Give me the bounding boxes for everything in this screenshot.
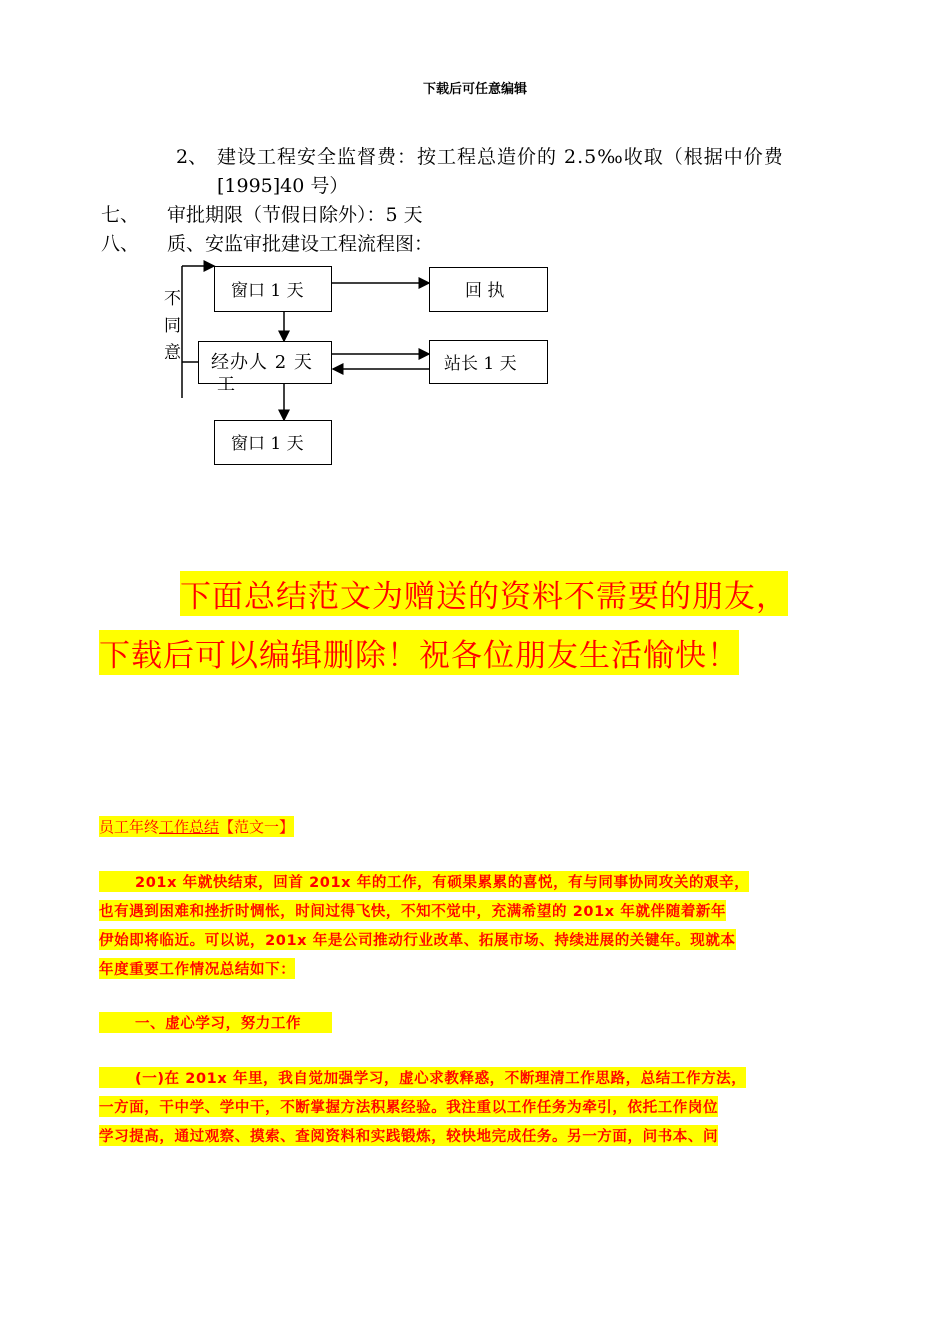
sample-p2-line-1: (一)在 201x 年里，我自觉加强学习，虚心求教释惑，不断理清工作思路，总结工作方法， (99, 1067, 746, 1088)
disagree-char-1: 不 (164, 289, 181, 309)
flow-box-receipt-label: 回 执 (465, 281, 505, 301)
flow-box-chief (429, 340, 548, 384)
page-header: 下载后可任意编辑 (422, 82, 527, 97)
section-7-text: 审批期限（节假日除外）：5 天 (167, 204, 423, 226)
flow-box-handler-overflow: 工 (217, 374, 235, 395)
sample-p2-line-2: 一方面，干中学、学中干，不断掌握方法积累经验。我注重以工作任务为牵引，依托工作岗位 (99, 1096, 718, 1117)
flowchart-connectors (0, 0, 950, 500)
section-8-text: 质、安监审批建设工程流程图： (167, 233, 434, 255)
section-8-number: 八、 (101, 233, 140, 255)
sample-heading-1: 一、虚心学习，努力工作 (99, 1012, 332, 1033)
flow-box-window-1 (214, 266, 332, 312)
sample-p1-line-1: 201x 年就快结束，回首 201x 年的工作，有硕果累累的喜悦，有与同事协同攻关的艰辛， (99, 871, 749, 892)
item-2-text-line2: [1995]40 号） (217, 175, 349, 197)
sample-p1-line-3: 伊始即将临近。可以说，201x 年是公司推动行业改革、拓展市场、持续进展的关键年。现就本 (99, 929, 736, 950)
sample-p1-line-4: 年度重要工作情况总结如下： (99, 958, 295, 979)
promo-line-1: 下面总结范文为赠送的资料不需要的朋友， (180, 571, 788, 616)
disagree-char-3: 意 (164, 343, 181, 363)
sample-p1-line-2: 也有遇到困难和挫折时惆怅，时间过得飞快，不知不觉中，充满希望的 201x 年就伴随着新年 (99, 900, 726, 921)
flow-box-handler (198, 341, 332, 395)
flow-box-window-1-label: 窗口 1 天 (231, 281, 304, 301)
sample-title-link[interactable]: 工作总结 (159, 818, 220, 836)
section-7-number: 七、 (101, 204, 140, 226)
item-2-text-line1: 建设工程安全监督费：按工程总造价的 2.5‰收取（根据中价费 (217, 146, 784, 168)
sample-title (99, 816, 294, 837)
flow-box-window-2 (214, 420, 332, 465)
disagree-label (164, 286, 184, 367)
flow-box-chief-label: 站长 1 天 (444, 354, 517, 374)
flow-box-receipt (429, 267, 548, 312)
sample-p2-line-3: 学习提高，通过观察、摸索、查阅资料和实践锻炼，较快地完成任务。另一方面，问书本、问 (99, 1125, 718, 1146)
sample-title-suffix: 【范文一】 (219, 818, 295, 836)
sample-title-prefix: 员工年终 (99, 818, 160, 836)
flow-box-handler-label: 经办人 2 天 (211, 352, 313, 373)
promo-line-2: 下载后可以编辑删除！祝各位朋友生活愉快！ (99, 630, 739, 675)
flow-box-window-2-label: 窗口 1 天 (231, 434, 304, 454)
disagree-char-2: 同 (164, 316, 181, 336)
item-2-number: 2、 (176, 146, 208, 168)
